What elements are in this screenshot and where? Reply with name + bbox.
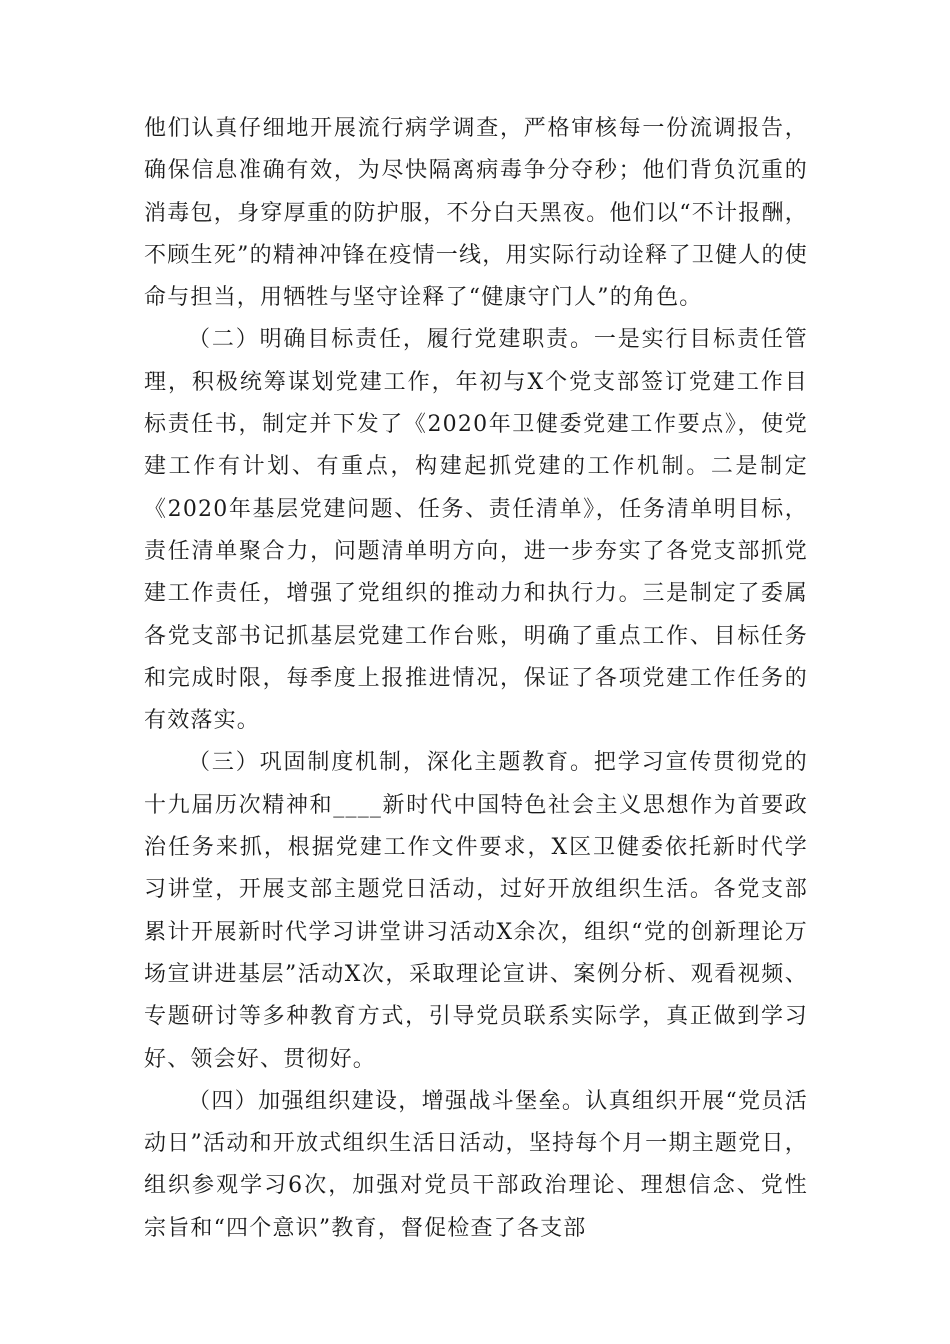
paragraph-theme-education: （三）巩固制度机制，深化主题教育。把学习宣传贯彻党的十九届历次精神和____新时代中国特色社会主义思想作为首要政治任务来抓，根据党建工作文件要求，X区卫健委依托新时代学习讲堂，开展支部主题党日活动，过好开放组织生活。各党支部累计开展新时代学习讲堂讲习活动X余次，组织“党的创新理论万场宣讲进基层”活动X次，采取理论宣讲、案例分析、观看视频、专题研讨等多种教育方式，引导党员联系实际学，真正做到学习好、领会好、贯彻好。 — [144, 750, 808, 1072]
paragraph-epidemic-workers: 他们认真仔细地开展流行病学调查，严格审核每一份流调报告，确保信息准确有效，为尽快隔离病毒争分夺秒；他们背负沉重的消毒包，身穿厚重的防护服，不分白天黑夜。他们以“不计报酬，不顾生死”的精神冲锋在疫情一线，用实际行动诠释了卫健人的使命与担当，用牺牲与坚守诠释了“健康守门人”的角色。 — [144, 116, 808, 311]
document-page — [144, 108, 808, 1250]
paragraph-target-responsibility: （二）明确目标责任，履行党建职责。一是实行目标责任管理，积极统筹谋划党建工作，年初与X个党支部签订党建工作目标责任书，制定并下发了《2020年卫健委党建工作要点》，使党建工作有计划、有重点，构建起抓党建的工作机制。二是制定《2020年基层党建问题、任务、责任清单》，任务清单明目标，责任清单聚合力，问题清单明方向，进一步夯实了各党支部抓党建工作责任，增强了党组织的推动力和执行力。三是制定了委属各党支部书记抓基层党建工作台账，明确了重点工作、目标任务和完成时限，每季度上报推进情况，保证了各项党建工作任务的有效落实。 — [144, 327, 808, 734]
paragraph-organization-building: （四）加强组织建设，增强战斗堡垒。认真组织开展“党员活动日”活动和开放式组织生活日活动，坚持每个月一期主题党日，组织参观学习6次，加强对党员干部政治理论、理想信念、党性宗旨和“四个意识”教育，督促检查了各支部 — [144, 1088, 808, 1241]
